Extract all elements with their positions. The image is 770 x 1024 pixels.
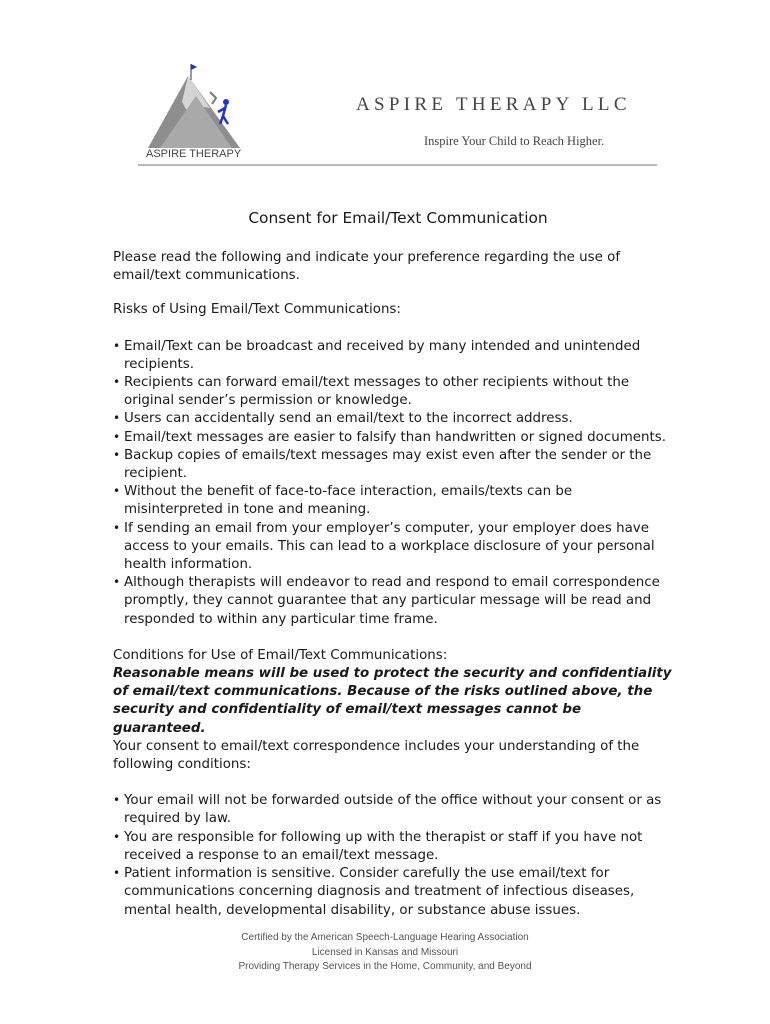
list-item: • Patient information is sensitive. Consider carefully the use email/text for communications concerning diagnosis and treatment of infectious diseases, mental health, developmental disability, or substance abuse issues.: [113, 865, 673, 920]
list-item: • Your email will not be forwarded outside of the office without your consent or as required by law.: [113, 792, 673, 828]
list-item: • Email/Text can be broadcast and received by many intended and unintended recipients.: [113, 338, 673, 374]
intro-text: Please read the following and indicate your preference regarding the use of email/text communications.: [113, 250, 621, 284]
conditions-list: [113, 792, 673, 919]
company-logo: [140, 62, 250, 162]
risks-heading: Risks of Using Email/Text Communications:: [113, 302, 401, 318]
list-item: • Recipients can forward email/text messages to other recipients without the original sender’s permission or knowledge.: [113, 374, 673, 410]
company-tagline: Inspire Your Child to Reach Higher.: [424, 134, 605, 148]
list-item: • Without the benefit of face-to-face interaction, emails/texts can be misinterpreted in tone and meaning.: [113, 483, 673, 519]
mountain-climber-icon: [140, 62, 250, 162]
list-item: • You are responsible for following up with the therapist or staff if you have not received a response to an email/text message.: [113, 829, 673, 865]
document-title: Consent for Email/Text Communication: [248, 209, 548, 227]
footer-certification: Certified by the American Speech-Language Hearing Association: [241, 932, 529, 943]
list-item: • Email/text messages are easier to falsify than handwritten or signed documents.: [113, 429, 673, 447]
list-item: • Backup copies of emails/text messages may exist even after the sender or the recipient.: [113, 447, 673, 483]
list-item: • If sending an email from your employer’s computer, your employer does have access to your emails. This can lead to a workplace disclosure of your personal health information.: [113, 520, 673, 575]
svg-text:ASPIRE THERAPY: ASPIRE THERAPY: [146, 148, 242, 160]
document-body: [113, 208, 673, 920]
document-footer: [0, 931, 770, 975]
company-name: ASPIRE THERAPY LLC: [356, 94, 631, 115]
footer-services: Providing Therapy Services in the Home, Community, and Beyond: [238, 961, 532, 972]
risks-list: [113, 338, 673, 629]
header-divider: [138, 164, 657, 166]
security-notice: Reasonable means will be used to protect the security and confidentiality of email/text communications. Because of the risks outlined above, the security and confidentiality of email/text messages cannot be guaranteed.: [113, 666, 672, 736]
footer-licensing: Licensed in Kansas and Missouri: [311, 946, 459, 958]
conditions-heading: Conditions for Use of Email/Text Communications:: [113, 647, 448, 663]
list-item: • Users can accidentally send an email/text to the incorrect address.: [113, 410, 673, 428]
list-item: • Although therapists will endeavor to read and respond to email correspondence promptly, they cannot guarantee that any particular message will be read and responded to within any particular time frame.: [113, 574, 673, 629]
conditions-text: Your consent to email/text correspondence includes your understanding of the following conditions:: [113, 738, 640, 773]
